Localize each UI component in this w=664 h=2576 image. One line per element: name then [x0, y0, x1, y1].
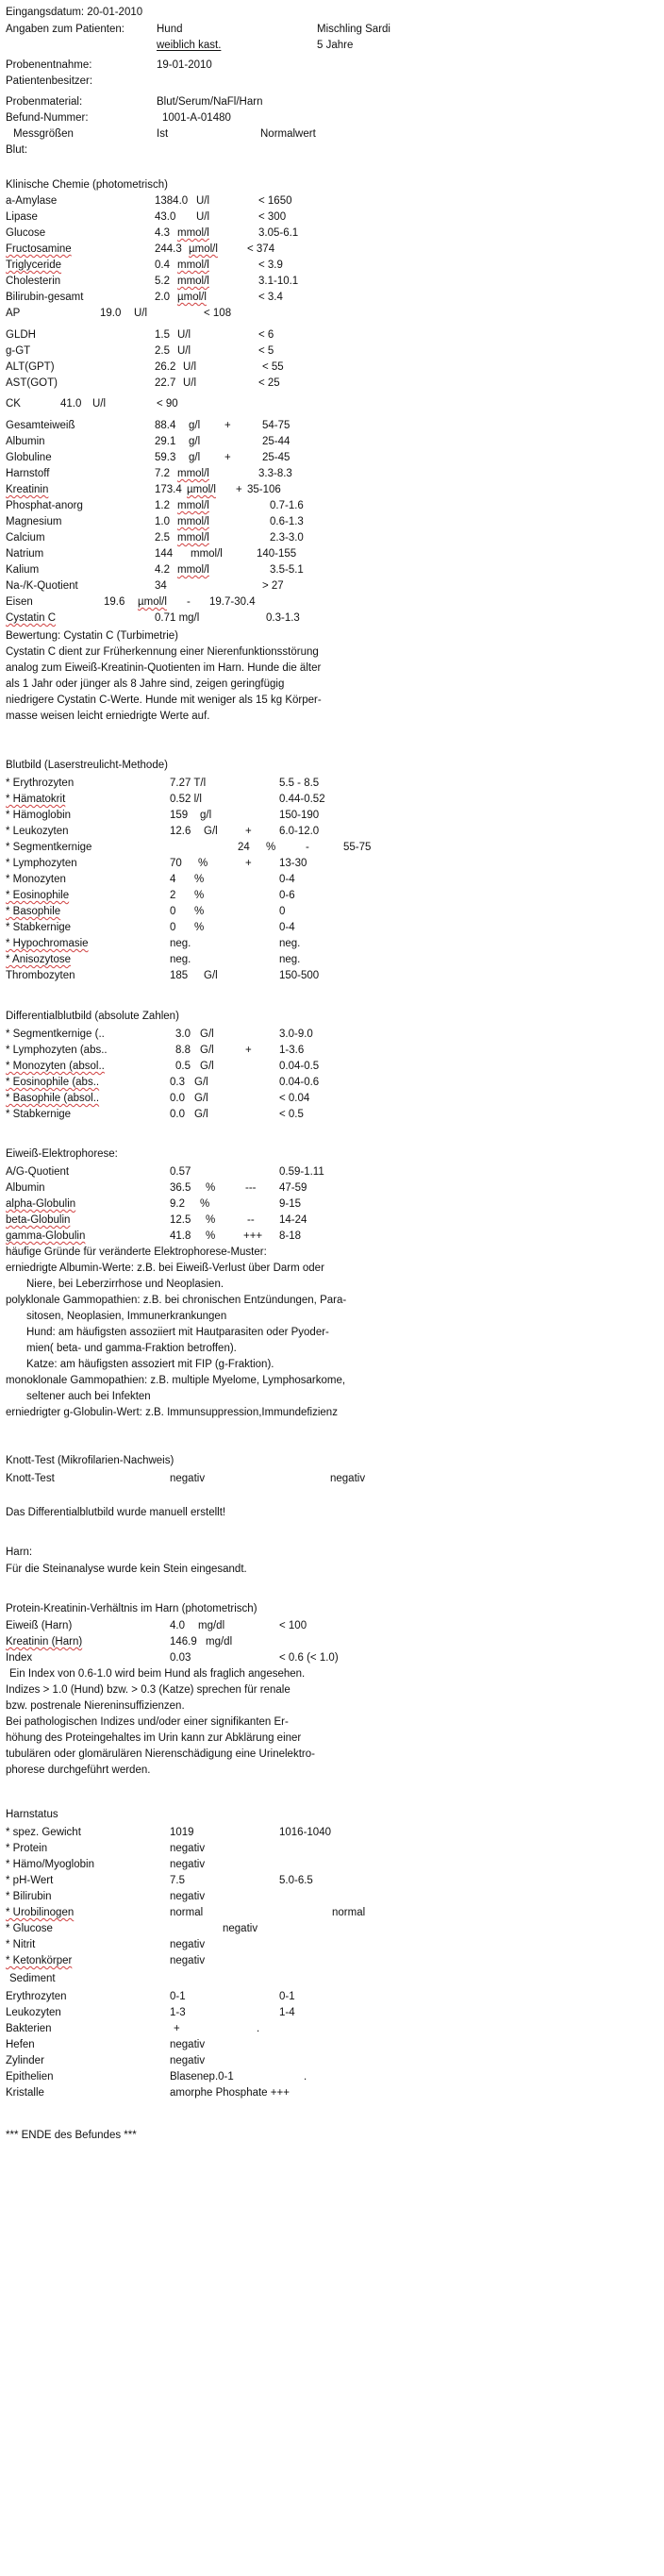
table-row: * Basophile (absol.. 0.0 G/l < 0.04 — [6, 1093, 310, 1104]
table-row: CK 41.0 U/l < 90 — [6, 398, 178, 410]
table-row: * pH-Wert 7.5 5.0-6.5 — [6, 1875, 313, 1886]
table-row: Kristalle amorphe Phosphate +++ — [6, 2087, 290, 2099]
table-row: Triglyceride 0.4 mmol/l < 3.9 — [6, 259, 283, 271]
table-row: Gesamteiweiß 88.4 g/l + 54-75 — [6, 420, 290, 431]
table-row: * Stabkernige 0 % 0-4 — [6, 922, 295, 933]
table-row: * Lymphozyten 70 % + 13-30 — [6, 858, 307, 869]
probenmaterial: Probenmaterial: Blut/Serum/NaFl/Harn — [6, 96, 263, 108]
table-row: Zylinder negativ — [6, 2055, 206, 2066]
table-row: * Hämoglobin 159 g/l 150-190 — [6, 810, 320, 821]
table-row: Albumin 29.1 g/l 25-44 — [6, 436, 290, 447]
table-row: Leukozyten 1-3 1-4 — [6, 2007, 295, 2018]
column-header: Messgrößen Ist Normalwert — [13, 128, 316, 140]
table-row: * Basophile 0 % 0 — [6, 906, 286, 917]
table-row: * Monozyten (absol.. 0.5 G/l 0.04-0.5 — [6, 1061, 320, 1072]
table-row: * Urobilinogen normal normal — [6, 1907, 366, 1918]
table-row: * Eosinophile (abs.. 0.3 G/l 0.04-0.6 — [6, 1077, 320, 1088]
table-row: Cystatin C 0.71 mg/l 0.3-1.3 — [6, 612, 300, 624]
table-row: g-GT 2.5 U/l < 5 — [6, 345, 274, 357]
table-row: * Lymphozyten (abs.. 8.8 G/l + 1-3.6 — [6, 1045, 305, 1056]
table-row: alpha-Globulin 9.2 % 9-15 — [6, 1198, 302, 1210]
table-row: Eisen 19.6 µmol/l - 19.7-30.4 — [6, 596, 256, 608]
patientenbesitzer: Patientenbesitzer: — [6, 75, 93, 87]
table-row: * Anisozytose neg. neg. — [6, 954, 301, 965]
table-row: Eiweiß (Harn) 4.0 mg/dl < 100 — [6, 1620, 307, 1631]
table-row: * Protein negativ — [6, 1843, 206, 1854]
table-row: a-Amylase 1384.0 U/l < 1650 — [6, 195, 292, 207]
table-row: * Segmentkernige 24 % - 55-75 — [6, 842, 372, 853]
table-row: * Glucose negativ — [6, 1923, 258, 1934]
table-row: * Stabkernige 0.0 G/l < 0.5 — [6, 1109, 304, 1120]
table-row: beta-Globulin 12.5 % -- 14-24 — [6, 1214, 307, 1226]
lab-report-page: Eingangsdatum: 20-01-2010 Angaben zum Patienten: Hund Mischling Sardi weiblich kast. 5 Jahre Probenentnahme: 19-01-2010 Patientenbesitzer: Probenmaterial: Blut/Serum/NaFl/Harn Befund-Nummer: 1001-A-01480 Messgrößen Ist Normalwert Blut: Klinische Chemie (photometrisch) a-Amylase 1384.0 U/l < 1650 Lipase 43.0 U/l < 300 Glucose 4.3 mmol/l 3.05-6.1 Fructosamine 244.3 µmol/l < 374 Triglyceride 0.4 mmol/l < 3.9 Cholesterin 5.2 mmol/l 3.1-10.1 Bilirubin-gesamt 2.0 µmol/l < 3.4 AP 19.0 U/l < 108 GLDH 1.5 U/l < 6 g-GT 2.5 U/l < 5 ALT(GPT) 26.2 U/l < 55 AST(GOT) 22.7 U/l < 25 CK 41.0 U/l < 90 Gesamteiweiß 88.4 g/l + 54-75 Albumin 29.1 g/l 25-44 Globuline 59.3 g/l + 25-45 Harnstoff 7.2 mmol/l 3.3-8.3 Kreatinin 173.4 µmol/l + 35-106 Phosphat-anorg 1.2 mmol/l 0.7-1.6 Magnesium 1.0 mmol/l 0.6-1.3 Calcium 2.5 mmol/l 2.3-3.0 Natrium 144 mmol/l 140-155 Kalium 4.2 mmol/l 3.5-5.1 Na-/K-Quotient 34 > 27 Eisen 19.6 µmol/l - 19.7-30.4 Cystatin C 0.71 mg/l 0.3-1.3 Bewertung: Cystatin C (Turbimetrie) Cystatin C dient zur Früherkennung einer Nierenfunktionsstörung analog zum Eiweiß-Kreatinin-Quotienten im Harn. Hunde die älter als 1 Jahr oder jünger als 8 Jahre sind, zeigen geringfügig niedrigere Cystatin C-Werte. Hunde mit weniger als 15 kg Körper- masse weisen leicht erniedrigte Werte auf. Blutbild (Laserstreulicht-Methode) * Erythrozyten 7.27 T/l 5.5 - 8.5 * Hämatokrit 0.52 l/l 0.44-0.52 * Hämoglobin 159 g/l 150-190 * Leukozyten 12.6 G/l + 6.0-12.0 * Segmentkernige 24 % - 55-75 * Lymphozyten 70 % + 13-30 * Monozyten 4 % 0-4 * Eosinophile 2 % 0-6 * Basophile 0 % 0 * Stabkernige 0 % 0-4 * Hypochromasie neg. neg. * Anisozytose neg. neg. Thrombozyten 185 G/l 150-500 Differentialblutbild (absolute Zahlen) * Segmentkernige (.. 3.0 G/l 3.0-9.0 * Lymphozyten (abs.. 8.8 G/l + 1-3.6 * Monozyten (absol.. 0.5 G/l 0.04-0.5 * Eosinophile (abs.. 0.3 G/l 0.04-0.6 * Basophile (absol.. 0.0 G/l < 0.04 * Stabkernige 0.0 G/l < 0.5 Eiweiß-Elektrophorese: A/G-Quotient 0.57 0.59-1.11 Albumin 36.5 % --- 47-59 alpha-Globulin 9.2 % 9-15 beta-Globulin 12.5 % -- 14-24 gamma-Globulin 41.8 % +++ 8-18 häufige Gründe für veränderte Elektrophorese-Muster: erniedrigte Albumin-Werte: z.B. bei Eiweiß-Verlust über Darm oder Niere, bei Leberzirrhose und Neoplasien. polyklonale Gammopathien: z.B. bei chronischen Entzündungen, Para- sitosen, Neoplasien, Immunerkrankungen Hund: am häufigsten assoziiert mit Hautparasiten oder Pyoder- mien( beta- und gamma-Fraktion betroffen). Katze: am häufigsten assoziert mit FIP (g-Fraktion). monoklonale Gammopathien: z.B. multiple Myelome, Lymphosarkome, seltener auch bei Infekten erniedrigter g-Globulin-Wert: z.B. Immunsuppression,Immundefizienz Knott-Test (Mikrofilarien-Nachweis) Knott-Test negativ negativ Das Differentialblutbild wurde manuell erstellt! Harn: Für die Steinanalyse wurde kein Stein eingesandt. Protein-Kreatinin-Verhältnis im Harn (photometrisch) Eiweiß (Harn) 4.0 mg/dl < 100 Kreatinin (Harn) 146.9 mg/dl Index 0.03 < 0.6 (< 1.0) Ein Index von 0.6-1.0 wird beim Hund als fraglich angesehen. Indizes > 1.0 (Hund) bzw. > 0.3 (Katze) sprechen für renale bzw. postrenale Niereninsuffizienzen. Bei pathologischen Indizes und/oder einer signifikanten Er- höhung des Proteingehaltes im Urin kann zur Abklärung einer tubulären oder glomärulären Nierenschädigung eine Urinelektro- phorese durchgeführt werden. Harnstatus * spez. Gewicht 1019 1016-1040 * Protein negativ * Hämo/Myoglobin negativ * pH-Wert 7.5 5.0-6.5 * Bilirubin negativ * Urobilinogen normal normal * Glucose negativ * Nitrit negativ * Ketonkörper negativ Sediment Erythrozyten 0-1 0-1 Leukozyten 1-3 1-4 Bakterien + . Hefen negativ Zylinder negativ Epithelien Blasenep.0-1 . Kristalle amorphe Phosphate +++ *** ENDE des Befundes *** — [0, 0, 664, 2576]
table-row: Fructosamine 244.3 µmol/l < 374 — [6, 243, 275, 255]
table-row: Bilirubin-gesamt 2.0 µmol/l < 3.4 — [6, 292, 283, 303]
table-row: * Hypochromasie neg. neg. — [6, 938, 301, 949]
table-row: Albumin 36.5 % --- 47-59 — [6, 1182, 307, 1194]
table-row: Hefen negativ — [6, 2039, 206, 2050]
patient-line-1: Angaben zum Patienten: Hund Mischling Sardi — [6, 24, 390, 35]
table-row: * Bilirubin negativ — [6, 1891, 206, 1902]
patient-line-2: weiblich kast. 5 Jahre — [157, 40, 354, 51]
table-row: Natrium 144 mmol/l 140-155 — [6, 548, 297, 560]
table-row: A/G-Quotient 0.57 0.59-1.11 — [6, 1166, 324, 1178]
table-row: Lipase 43.0 U/l < 300 — [6, 211, 287, 223]
table-row: AST(GOT) 22.7 U/l < 25 — [6, 377, 280, 389]
table-row: Bakterien + . — [6, 2023, 260, 2034]
table-row: * Ketonkörper negativ — [6, 1955, 206, 1966]
table-row: * Leukozyten 12.6 G/l + 6.0-12.0 — [6, 826, 320, 837]
table-row: Harnstoff 7.2 mmol/l 3.3-8.3 — [6, 468, 292, 479]
table-row: * Segmentkernige (.. 3.0 G/l 3.0-9.0 — [6, 1029, 313, 1040]
table-row: Kreatinin 173.4 µmol/l + 35-106 — [6, 484, 281, 495]
table-row: gamma-Globulin 41.8 % +++ 8-18 — [6, 1230, 302, 1242]
befund-nummer: Befund-Nummer: 1001-A-01480 — [6, 112, 231, 124]
table-row: Magnesium 1.0 mmol/l 0.6-1.3 — [6, 516, 304, 527]
table-row: Calcium 2.5 mmol/l 2.3-3.0 — [6, 532, 304, 544]
table-row: Knott-Test negativ negativ — [6, 1473, 366, 1484]
table-row: Thrombozyten 185 G/l 150-500 — [6, 970, 320, 981]
table-row: Na-/K-Quotient 34 > 27 — [6, 580, 284, 592]
table-row: Kalium 4.2 mmol/l 3.5-5.1 — [6, 564, 304, 576]
table-row: Globuline 59.3 g/l + 25-45 — [6, 452, 290, 463]
table-row: AP 19.0 U/l < 108 — [6, 308, 232, 319]
table-row: Epithelien Blasenep.0-1 . — [6, 2071, 307, 2083]
table-row: * Nitrit negativ — [6, 1939, 206, 1950]
table-row: * Erythrozyten 7.27 T/l 5.5 - 8.5 — [6, 778, 320, 789]
table-row: ALT(GPT) 26.2 U/l < 55 — [6, 361, 284, 373]
table-row: Glucose 4.3 mmol/l 3.05-6.1 — [6, 227, 299, 239]
table-row: Cholesterin 5.2 mmol/l 3.1-10.1 — [6, 276, 299, 287]
table-row: Kreatinin (Harn) 146.9 mg/dl — [6, 1636, 233, 1648]
table-row: * spez. Gewicht 1019 1016-1040 — [6, 1827, 331, 1838]
probennahme: Probenentnahme: 19-01-2010 — [6, 59, 212, 71]
table-row: * Eosinophile 2 % 0-6 — [6, 890, 295, 901]
table-row: Index 0.03 < 0.6 (< 1.0) — [6, 1652, 339, 1664]
table-row: * Monozyten 4 % 0-4 — [6, 874, 295, 885]
table-row: Erythrozyten 0-1 0-1 — [6, 1991, 295, 2002]
table-row: * Hämatokrit 0.52 l/l 0.44-0.52 — [6, 794, 325, 805]
table-row: Phosphat-anorg 1.2 mmol/l 0.7-1.6 — [6, 500, 304, 511]
table-row: GLDH 1.5 U/l < 6 — [6, 329, 274, 341]
table-row: * Hämo/Myoglobin negativ — [6, 1859, 206, 1870]
